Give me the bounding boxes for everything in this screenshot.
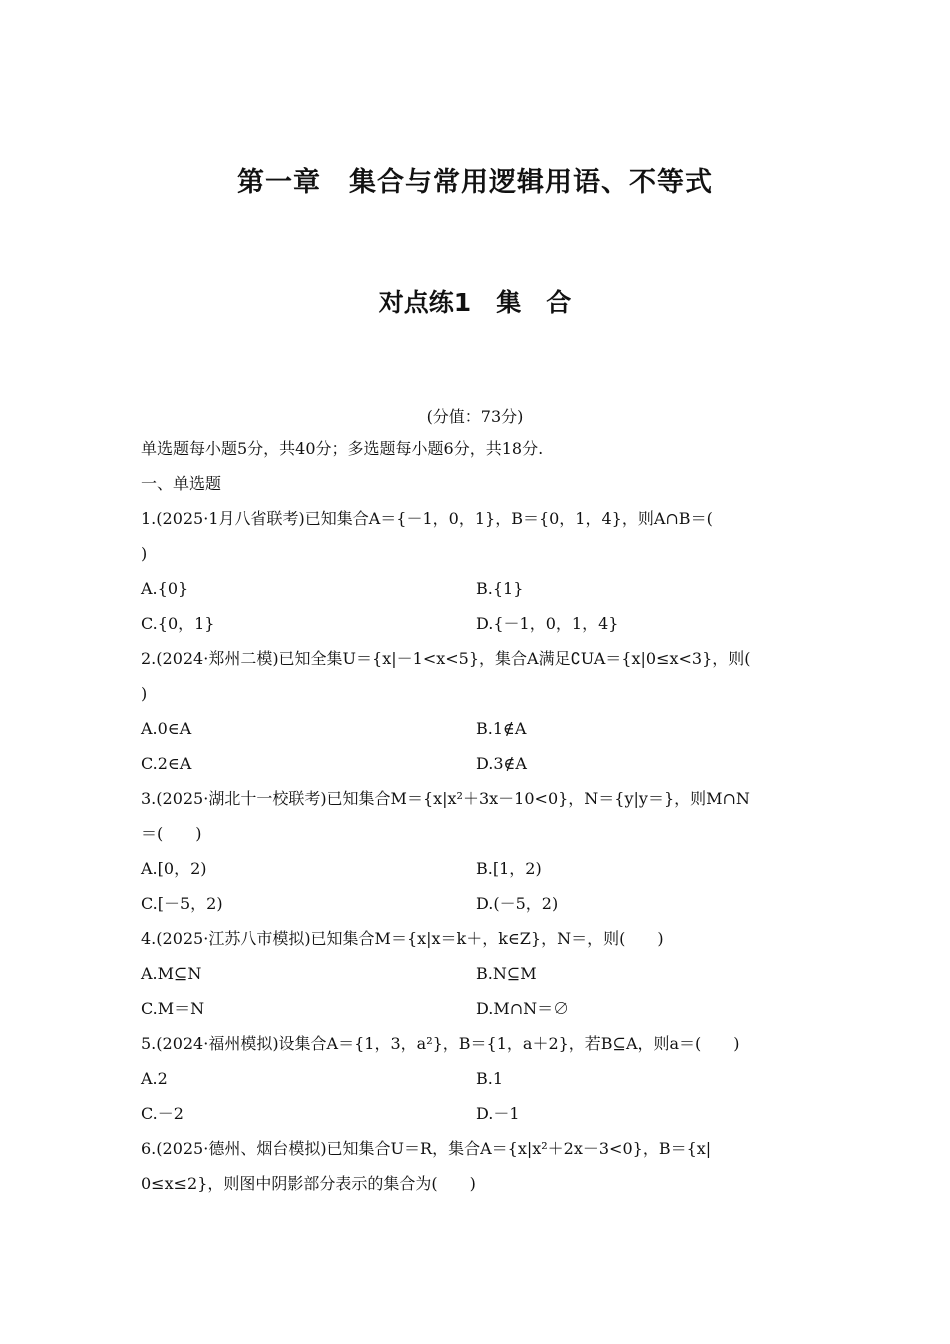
question-4-options-row-2	[141, 998, 811, 1020]
question-5-option-b: B.1	[476, 1069, 504, 1088]
section-title: 对点练1 集 合	[378, 288, 572, 317]
chapter-title: 第一章 集合与常用逻辑用语、不等式	[237, 167, 713, 198]
question-1-options-row-2	[141, 613, 811, 635]
question-1-option-c: C.{0，1}	[141, 614, 215, 633]
question-1-option-b: B.{1}	[476, 579, 524, 598]
part-heading: 一、单选题	[141, 474, 222, 493]
score-note: (分值：73分)	[426, 407, 524, 426]
question-4-stem: 4.(2025·江苏八市模拟)已知集合M＝{x|x＝k＋，k∈Z}，N＝，则( )	[141, 929, 664, 948]
question-2-options-row-1	[141, 718, 811, 740]
question-5-options-row-1	[141, 1068, 811, 1090]
question-5-option-c: C.－2	[141, 1104, 184, 1123]
question-3-option-a: A.[0，2)	[141, 859, 207, 878]
question-1-option-a: A.{0}	[141, 579, 189, 598]
question-4-options-row-1	[141, 963, 811, 985]
question-2-option-c: C.2∈A	[141, 754, 192, 773]
question-2-option-a: A.0∈A	[141, 719, 192, 738]
question-3-options-row-2	[141, 893, 811, 915]
question-4-option-a: A.M⊆N	[141, 964, 202, 983]
question-2-options-row-2	[141, 753, 811, 775]
question-2-option-b: B.1∉A	[476, 719, 527, 738]
question-3-option-c: C.[－5，2)	[141, 894, 223, 913]
question-2-stem: 2.(2024·郑州二模)已知全集U＝{x|－1<x<5}，集合A满足∁UA＝{x|0≤x<3}，则(	[141, 649, 751, 668]
question-4-option-c: C.M＝N	[141, 999, 205, 1018]
question-2-stem-cont: )	[141, 684, 148, 703]
question-body	[141, 438, 811, 1195]
question-2-option-d: D.3∉A	[476, 754, 527, 773]
instructions: 单选题每小题5分，共40分；多选题每小题6分，共18分.	[141, 439, 544, 458]
question-6-stem-cont: 0≤x≤2}，则图中阴影部分表示的集合为( )	[141, 1174, 476, 1193]
question-3-option-d: D.(－5，2)	[476, 894, 559, 913]
question-5-option-a: A.2	[141, 1069, 168, 1088]
question-1-option-d: D.{－1，0，1，4}	[476, 614, 619, 633]
question-6-stem: 6.(2025·德州、烟台模拟)已知集合U＝R，集合A＝{x|x²＋2x－3<0}，B＝{x|	[141, 1139, 712, 1158]
question-5-option-d: D.－1	[476, 1104, 520, 1123]
question-5-stem: 5.(2024·福州模拟)设集合A＝{1，3，a²}，B＝{1，a＋2}，若B⊆A，则a＝( )	[141, 1034, 740, 1053]
question-3-stem: 3.(2025·湖北十一校联考)已知集合M＝{x|x²＋3x－10<0}，N＝{y|y＝}，则M∩N	[141, 789, 750, 808]
question-3-stem-cont: ＝( )	[141, 824, 202, 843]
question-4-option-d: D.M∩N＝∅	[476, 999, 570, 1018]
question-5-options-row-2	[141, 1103, 811, 1125]
question-4-option-b: B.N⊆M	[476, 964, 537, 983]
question-1-stem-cont: )	[141, 544, 148, 563]
question-3-option-b: B.[1，2)	[476, 859, 542, 878]
question-1-stem: 1.(2025·1月八省联考)已知集合A＝{－1，0，1}，B＝{0，1，4}，则A∩B＝(	[141, 509, 713, 528]
question-1-options-row-1	[141, 578, 811, 600]
question-3-options-row-1	[141, 858, 811, 880]
